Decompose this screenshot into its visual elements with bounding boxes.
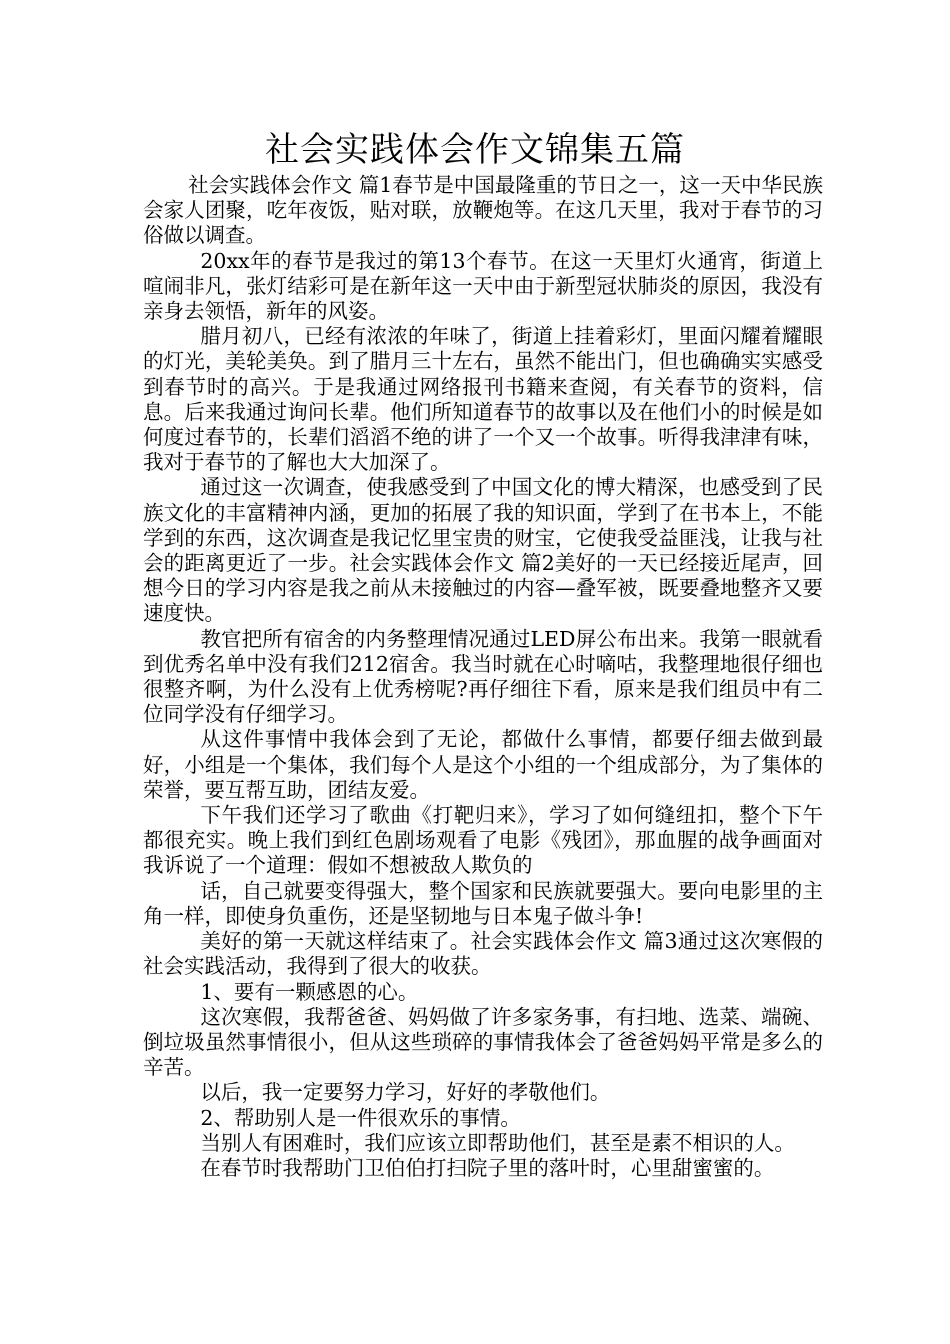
paragraph-9: 美好的第一天就这样结束了。社会实践体会作文 篇3通过这次寒假的社会实践活动，我得到了很大的收获。 <box>143 929 823 979</box>
paragraph-11: 这次寒假，我帮爸爸、妈妈做了许多家务事，有扫地、选菜、端碗、倒垃圾虽然事情很小，但从这些琐碎的事情我体会了爸爸妈妈平常是多么的辛苦。 <box>143 1004 823 1080</box>
paragraph-6: 从这件事情中我体会到了无论，都做什么事情，都要仔细去做到最好，小组是一个集体，我们每个人是这个小组的一个组成部分，为了集体的荣誉，要互帮互助，团结友爱。 <box>143 727 823 802</box>
paragraph-13: 2、帮助别人是一件很欢乐的事情。 <box>200 1105 521 1130</box>
paragraph-10: 1、要有一颗感恩的心。 <box>200 979 419 1004</box>
document-title: 社会实践体会作文锦集五篇 <box>265 130 685 170</box>
paragraph-2: 20xx年的春节是我过的第13个春节。在这一天里灯火通宵，街道上喧闹非凡，张灯结彩可是在新年这一天中由于新型冠状肺炎的原因，我没有亲身去领悟，新年的风姿。 <box>143 248 823 324</box>
paragraph-15: 在春节时我帮助门卫伯伯打扫院子里的落叶时，心里甜蜜蜜的。 <box>200 1155 775 1180</box>
paragraph-1: 社会实践体会作文 篇1春节是中国最隆重的节日之一，这一天中华民族会家人团聚，吃年夜饭，贴对联，放鞭炮等。在这几天里，我对于春节的习俗做以调查。 <box>143 173 823 248</box>
paragraph-12: 以后，我一定要努力学习，好好的孝敬他们。 <box>200 1080 611 1105</box>
paragraph-14: 当别人有困难时，我们应该立即帮助他们，甚至是素不相识的人。 <box>200 1130 795 1155</box>
paragraph-3: 腊月初八，已经有浓浓的年味了，街道上挂着彩灯，里面闪耀着耀眼的灯光，美轮美奂。到了腊月三十左右，虽然不能出门，但也确确实实感受到春节时的高兴。于是我通过网络报刊书籍来查阅，有关春节的资料，信息。后来我通过询问长辈。他们所知道春节的故事以及在他们小的时候是如何度过春节的，长辈们滔滔不绝的讲了一个又一个故事。听得我津津有味，我对于春节的了解也大大加深了。 <box>143 324 823 475</box>
paragraph-7: 下午我们还学习了歌曲《打靶归来》，学习了如何缝纽扣，整个下午都很充实。晚上我们到红色剧场观看了电影《残团》，那血腥的战争画面对我诉说了一个道理：假如不想被敌人欺负的 <box>143 803 823 878</box>
paragraph-5: 教官把所有宿舍的内务整理情况通过LED屏公布出来。我第一眼就看到优秀名单中没有我们212宿舍。我当时就在心时嘀咕，我整理地很仔细也很整齐啊，为什么没有上优秀榜呢?再仔细往下看，原来是我们组员中有二位同学没有仔细学习。 <box>143 626 823 727</box>
paragraph-8: 话，自己就要变得强大，整个国家和民族就要强大。要向电影里的主角一样，即使身负重伤，还是坚韧地与日本鬼子做斗争! <box>143 878 823 928</box>
paragraph-4: 通过这一次调查，使我感受到了中国文化的博大精深，也感受到了民族文化的丰富精神内涵，更加的拓展了我的知识面，学到了在书本上，不能学到的东西，这次调查是我记忆里宝贵的财宝，它使我受益匪浅，让我与社会的距离更近了一步。社会实践体会作文 篇2美好的一天已经接近尾声，回想今日的学习内容是我之前从未接触过的内容—叠军被，既要叠地整齐又要速度快。 <box>143 475 823 626</box>
document-body <box>143 173 823 1181</box>
